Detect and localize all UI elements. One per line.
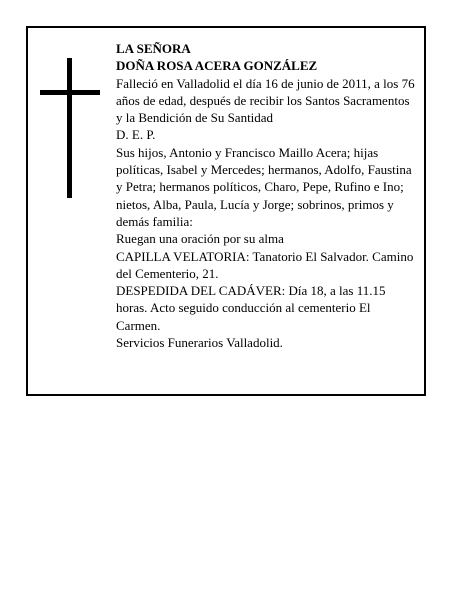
prayer-request: Ruegan una oración por su alma (116, 231, 284, 247)
rest-in-peace: D. E. P. (116, 127, 156, 143)
death-announcement: Falleció en Valladolid el día 16 de junio de 2011, a los 76 años de edad, después de recibir los Santos Sacramentos y la Bendición de Su Santidad (116, 75, 415, 126)
obituary-notice (26, 26, 426, 396)
cross-horizontal-bar (40, 90, 100, 95)
chapel-info: CAPILLA VELATORIA: Tanatorio El Salvador. Camino del Cementerio, 21. (116, 248, 414, 281)
latin-cross-icon (40, 58, 100, 198)
notice-title: LA SEÑORA (116, 41, 191, 56)
funeral-services: Servicios Funerarios Valladolid. (116, 335, 283, 351)
notice-text-block (116, 40, 418, 351)
farewell-info: DESPEDIDA DEL CADÁVER: Día 18, a las 11.15 horas. Acto seguido conducción al cementerio El Carmen. (116, 283, 386, 333)
deceased-name: DOÑA ROSA ACERA GONZÁLEZ (116, 58, 318, 74)
cross-vertical-bar (67, 58, 72, 198)
family-list: Sus hijos, Antonio y Francisco Maillo Acera; hijas políticas, Isabel y Mercedes; hermanos, Adolfo, Faustina y Petra; hermanos políticos, Charo, Pepe, Rufino e Ino; nietos, Alba, Paula, Lucía y Jorge; sobrinos, primos y demás familia: (116, 144, 412, 229)
